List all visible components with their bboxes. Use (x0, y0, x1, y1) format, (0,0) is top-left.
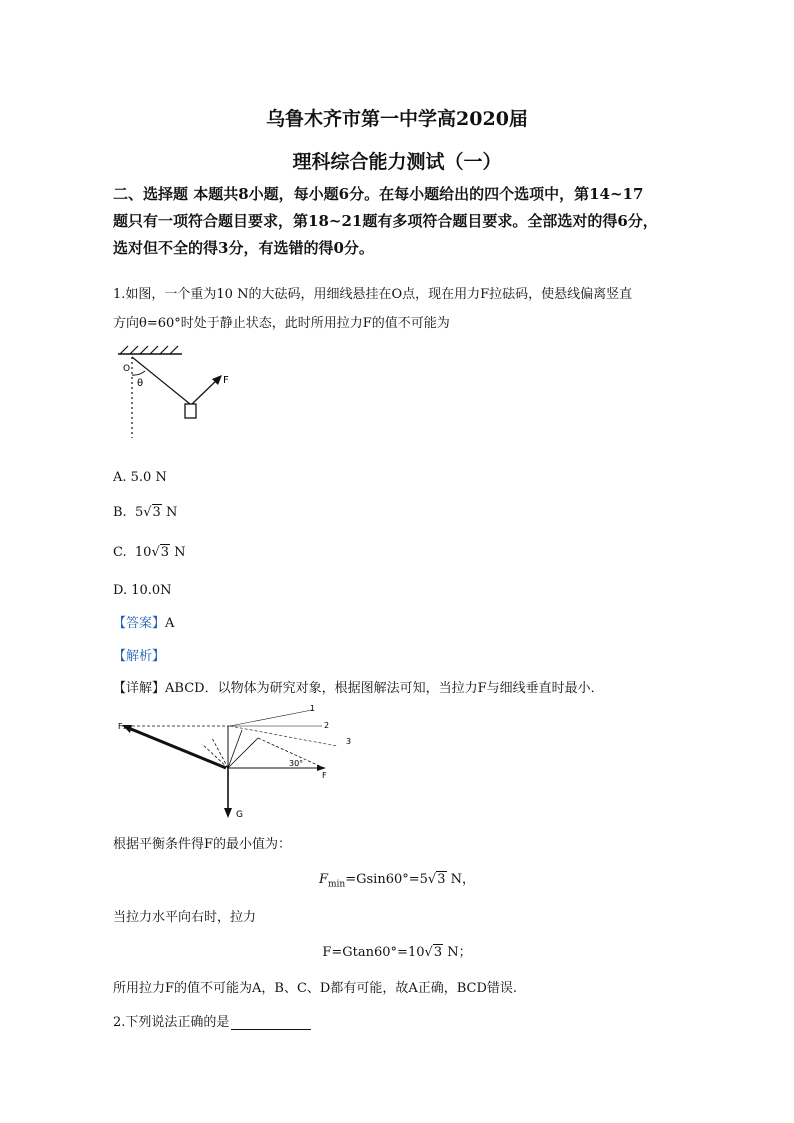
weight-box (185, 404, 196, 418)
section-heading-line: 二、选择题 本题共8小题，每小题6分。在每小题给出的四个选项中，第14~17 (113, 185, 644, 203)
label-f: F (322, 771, 327, 780)
document-subtitle: 理科综合能力测试（一） (292, 151, 502, 173)
detail-line (113, 677, 604, 696)
section-heading-line: 选对但不全的得3分，有选错的得0分。 (113, 239, 374, 257)
detail-tag: 【详解】 (113, 681, 166, 696)
eq1-sub: min (328, 879, 346, 890)
option-c-radicand: 3 (160, 545, 170, 560)
gravity-arrowhead (224, 808, 232, 818)
analysis-tag: 【解析】 (113, 649, 166, 664)
force-vector (228, 738, 258, 768)
eq1-coef: 5 (419, 872, 428, 887)
detail-text: ABCD．以物体为研究对象，根据图解法可知，当拉力F与细线垂直时最小． (165, 681, 604, 696)
label-ray-2: 2 (324, 721, 330, 730)
eq1-var: F (318, 872, 328, 887)
option-c-unit: N (174, 545, 186, 560)
option-c-coef: 10 (134, 545, 152, 560)
eq2-value: 10√3 (407, 945, 443, 960)
option-c-value: 10√3 (134, 545, 170, 560)
option-d: D. 10.0N (113, 583, 172, 598)
label-f1: F₁ (118, 722, 126, 731)
eq-intro: 根据平衡条件得F的最小值为： (113, 837, 292, 852)
label-ray-1: 1 (310, 704, 316, 713)
option-b-coef: 5 (134, 505, 144, 520)
answer-line (113, 612, 174, 631)
option-a: A. 5.0 N (113, 470, 167, 485)
figure-1-hanging-weight (112, 345, 252, 445)
ceiling-hatch (120, 346, 178, 354)
min-force (228, 730, 242, 768)
label-theta: θ (137, 378, 144, 389)
conclusion-text: 所用拉力F的值不可能为A，B、C、D都有可能，故A正确，BCD错误. (113, 981, 518, 996)
question-2-text (113, 1011, 311, 1030)
label-angle: 30° (289, 759, 304, 768)
figure-2-vector-diagram (112, 700, 362, 825)
question-1-text-cont: 方向θ=60°时处于静止状态，此时所用拉力F的值不可能为 (113, 316, 450, 331)
document-title: 乌鲁木齐市第一中学高2020届 (266, 108, 528, 130)
label-ray-3: 3 (346, 737, 352, 746)
label-g: G (236, 810, 243, 820)
theta-arc (132, 371, 145, 375)
horizontal-text: 当拉力水平向右时，拉力 (113, 910, 257, 925)
eq2-left: F=Gtan60°= (322, 945, 408, 960)
eq2-radicand: 3 (433, 945, 443, 960)
eq1-unit: N， (446, 872, 476, 887)
answer-blank (231, 1015, 311, 1030)
section-heading-line: 题只有一项符合题目要求，第18~21题有多项符合题目要求。全部选对的得6分， (113, 212, 658, 230)
option-b-unit: N (165, 505, 178, 520)
question-2-prompt: 2.下列说法正确的是 (113, 1015, 230, 1030)
option-b (113, 505, 177, 520)
eq2-unit: N； (443, 945, 472, 960)
analysis-line (113, 645, 165, 664)
eq1-value: 5√3 (419, 872, 446, 887)
option-b-label: B. (113, 505, 127, 520)
string-force-f1 (126, 727, 226, 768)
eq1-radicand: 3 (437, 872, 446, 887)
eq1-mid: =Gsin60°= (345, 872, 420, 887)
answer-value: A (165, 616, 175, 631)
question-1-text: 1.如图，一个重为10 N的大砝码，用细线悬挂在O点，现在用力F拉砝码，使悬线偏离竖直 (113, 287, 633, 302)
label-f: F (223, 375, 229, 386)
ray-3 (230, 726, 337, 746)
option-b-radicand: 3 (152, 505, 161, 520)
option-c (113, 545, 186, 560)
eq2-coef: 10 (407, 945, 425, 960)
option-b-value: 5√3 (134, 505, 161, 520)
ray-1 (230, 710, 312, 726)
option-c-label: C. (113, 545, 127, 560)
label-o: O (123, 364, 131, 374)
equation-f-min (0, 868, 794, 890)
equation-f-horizontal (0, 941, 794, 960)
answer-tag: 【答案】 (113, 616, 166, 631)
section-heading (113, 181, 683, 262)
